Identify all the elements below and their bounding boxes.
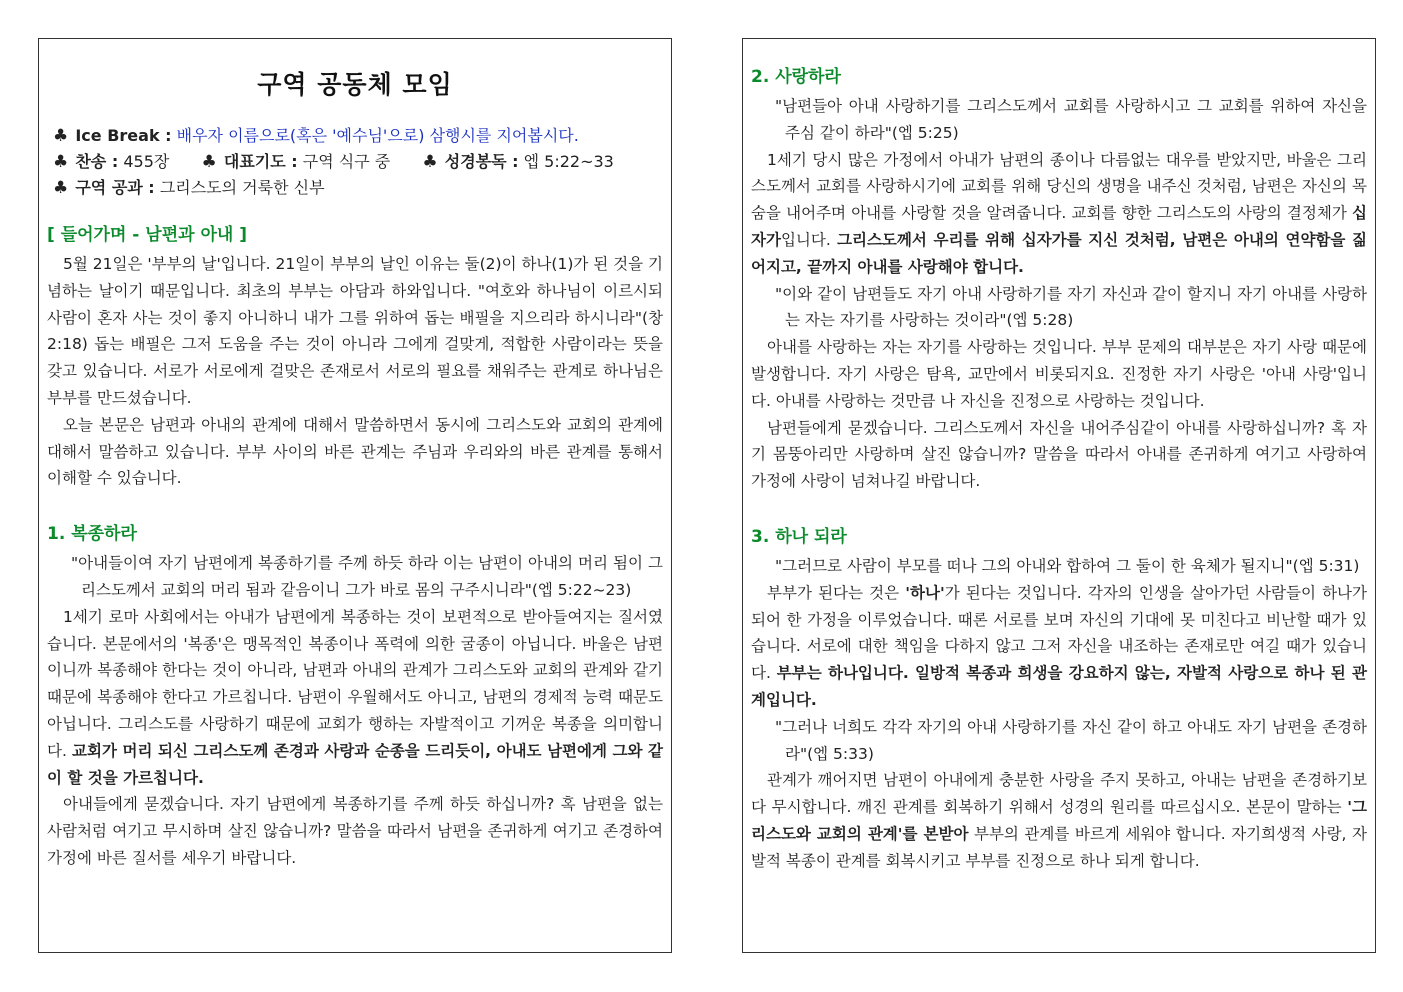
order-line xyxy=(53,149,663,175)
section2-paragraph-1-text-b: 입니다. xyxy=(780,230,831,249)
section3-heading: 3. 하나 되라 xyxy=(751,526,847,547)
section2-quote-1: "남편들아 아내 사랑하기를 그리스도께서 교회를 사랑하시고 그 교회를 위하여 자신을 주심 같이 하라"(엡 5:25) xyxy=(775,97,1367,142)
section2-emphasis-cross: 십자가 xyxy=(751,204,1367,249)
section2-paragraph-3: 남편들에게 묻겠습니다. 그리스도께서 자신을 내어주심같이 아내를 사랑하십니까? 혹 자기 몸뚱아리만 사랑하며 살진 않습니까? 말씀을 따라서 아내를 존귀하게 여기고 사랑하여 가정에 사랑이 넘쳐나길 바랍니다. xyxy=(751,418,1367,491)
club-icon: ♣ xyxy=(53,152,69,172)
section2-paragraph-1-emphasis: 그리스도께서 우리를 위해 십자가를 지신 것처럼, 남편은 아내의 연약함을 짊어지고, 끝까지 아내를 사랑해야 합니다. xyxy=(751,230,1367,276)
club-icon: ♣ xyxy=(201,152,217,172)
hymn-value: 455장 xyxy=(123,152,170,171)
section3-paragraph-2-text-a: 관계가 깨어지면 남편이 아내에게 충분한 사랑을 주지 못하고, 아내는 남편을 존경하기보다 무시합니다. 깨진 관계를 회복하기 위해서 성경의 원리를 따르십시오. 본문이 말하는 xyxy=(751,771,1367,817)
meeting-info xyxy=(53,123,663,201)
right-page xyxy=(742,38,1376,953)
section2-paragraph-2: 아내를 사랑하는 자는 자기를 사랑하는 것입니다. 부부 문제의 대부분은 자기 사랑 때문에 발생합니다. 자기 사랑은 탐욕, 교만에서 비롯되지요. 진정한 자기 사랑은 '아내 사랑'입니다. 아내를 사랑하는 것만큼 나 자신을 진정으로 사랑하는 것입니다. xyxy=(751,338,1367,410)
club-icon: ♣ xyxy=(422,152,438,172)
intro-paragraph-1: 5월 21일은 '부부의 날'입니다. 21일이 부부의 날인 이유는 둘(2)이 하나(1)가 된 것을 기념하는 날이기 때문입니다. 최초의 부부는 아담과 하와입니다. "여호와 하나님이 이르시되 사람이 혼자 사는 것이 좋지 아니하니 내가 그를 위하여 돕는 배필을 지으리라 하시니라"(창 2:18) 돕는 배필은 그저 도움을 주는 것이 아니라 그에게 걸맞게, 적합한 사람이라는 뜻을 갖고 있습니다. 서로가 서로에게 걸맞은 존재로서 서로의 필요를 채워주는 관계로 하나님은 부부를 만드셨습니다. xyxy=(47,255,664,407)
ice-break-line xyxy=(53,123,663,149)
section3-paragraph-1-text-a: 부부가 된다는 것은 xyxy=(767,583,900,602)
section1-paragraph-1-text: 1세기 로마 사회에서는 아내가 남편에게 복종하는 것이 보편적으로 받아들여지는 질서였습니다. 본문에서의 '복종'은 맹목적인 복종이나 폭력에 의한 굴종이 아닙니다. 바울은 남편이니까 복종해야 한다는 것이 아니라, 남편과 아내의 관계가 그리스도와 교회의 관계와 같기 때문에 복종해야 한다고 가르칩니다. 남편이 우월해서도 아니고, 남편의 경제적 능력 때문도 아닙니다. 그리스도를 사랑하기 때문에 교회가 행하는 자발적이고 기꺼운 복종을 의미합니다. xyxy=(47,607,663,760)
ice-break-label: Ice Break : xyxy=(75,126,172,145)
section3-paragraph-1 xyxy=(751,580,1367,714)
section3-paragraph-2-emphasis: '그리스도와 교회의 관계'를 본받아 xyxy=(751,798,1367,843)
lesson-value: 그리스도의 거룩한 신부 xyxy=(159,178,325,197)
reading-label: 성경봉독 : xyxy=(444,152,519,171)
section3-paragraph-2-text-b: 부부의 관계를 바르게 세워야 합니다. 자기희생적 사랑, 자발적 복종이 관계를 회복시키고 부부를 진정으로 하나 되게 합니다. xyxy=(751,824,1367,870)
club-icon: ♣ xyxy=(53,126,69,146)
hymn-label: 찬송 : xyxy=(75,152,119,171)
section2-quote-2: "이와 같이 남편들도 자기 아내 사랑하기를 자기 자신과 같이 할지니 자기 아내를 사랑하는 자는 자기를 사랑하는 것이라"(엡 5:28) xyxy=(775,284,1367,330)
section1-paragraph-2: 아내들에게 묻겠습니다. 자기 남편에게 복종하기를 주께 하듯 하십니까? 혹 남편을 없는 사람처럼 여기고 무시하며 살진 않습니까? 말씀을 따라서 남편을 존귀하게 여기고 존경하여 가정에 바른 질서를 세우기 바랍니다. xyxy=(47,795,663,867)
section2-heading: 2. 사랑하라 xyxy=(751,67,841,87)
intro-heading: [ 들어가며 - 남편과 아내 ] xyxy=(47,225,247,245)
reading-value: 엡 5:22~33 xyxy=(523,152,614,171)
section1-quote: "아내들이여 자기 남편에게 복종하기를 주께 하듯 하라 이는 남편이 아내의 머리 됨이 그리스도께서 교회의 머리 됨과 같음이니 그가 바로 몸의 구주시니라"(엡 5:22~23) xyxy=(71,554,663,599)
section2-paragraph-1 xyxy=(751,147,1367,281)
club-icon: ♣ xyxy=(53,178,69,198)
lesson-label: 구역 공과 : xyxy=(75,178,155,197)
ice-break-text: 배우자 이름으로(혹은 '예수님'으로) 삼행시를 지어봅시다. xyxy=(176,126,579,145)
section2-paragraph-1-text-a: 1세기 당시 많은 가정에서 아내가 남편의 종이나 다름없는 대우를 받았지만, 바울은 그리스도께서 교회를 사랑하시기에 교회를 위해 당신의 생명을 내주신 것처럼, 남편은 자신의 목숨을 내어주며 아내를 사랑할 것을 알려줍니다. 교회를 향한 그리스도의 사랑의 결정체가 xyxy=(751,150,1367,223)
lesson-line xyxy=(53,175,663,201)
intro-paragraph-2: 오늘 본문은 남편과 아내의 관계에 대해서 말씀하면서 동시에 그리스도와 교회의 관계에 대해서 말씀하고 있습니다. 부부 사이의 바른 관계는 주님과 우리와의 바른 관계를 통해서 이해할 수 있습니다. xyxy=(47,415,663,488)
section3-quote-2: "그러나 너희도 각각 자기의 아내 사랑하기를 자신 같이 하고 아내도 자기 남편을 존경하라"(엡 5:33) xyxy=(775,717,1367,763)
section1-paragraph-1 xyxy=(47,604,663,792)
prayer-label: 대표기도 : xyxy=(223,152,298,171)
section3-paragraph-1-text-b: 가 된다는 것입니다. 각자의 인생을 살아가던 사람들이 하나가 되어 한 가정을 이루었습니다. 때론 서로를 보며 자신의 기대에 못 미친다고 비난할 때가 있습니다. 서로에 대한 책임을 다하지 않고 그저 자신을 내조하는 존재로만 여길 때가 있습니다. xyxy=(751,583,1367,683)
prayer-value: 구역 식구 중 xyxy=(302,152,391,171)
left-page xyxy=(38,38,672,953)
section3-paragraph-1-emphasis: 부부는 하나입니다. 일방적 복종과 희생을 강요하지 않는, 자발적 사랑으로 하나 된 관계입니다. xyxy=(751,664,1367,709)
page-title: 구역 공동체 모임 xyxy=(257,70,453,99)
section1-paragraph-1-emphasis: 교회가 머리 되신 그리스도께 존경과 사랑과 순종을 드리듯이, 아내도 남편에게 그와 같이 할 것을 가르칩니다. xyxy=(47,741,663,787)
section3-paragraph-2 xyxy=(751,767,1367,874)
section3-emphasis-one: '하나' xyxy=(905,583,945,602)
section3-quote-1: "그러므로 사람이 부모를 떠나 그의 아내와 합하여 그 둘이 한 육체가 될지니"(엡 5:31) xyxy=(775,556,1360,575)
section1-heading: 1. 복종하라 xyxy=(47,524,137,545)
